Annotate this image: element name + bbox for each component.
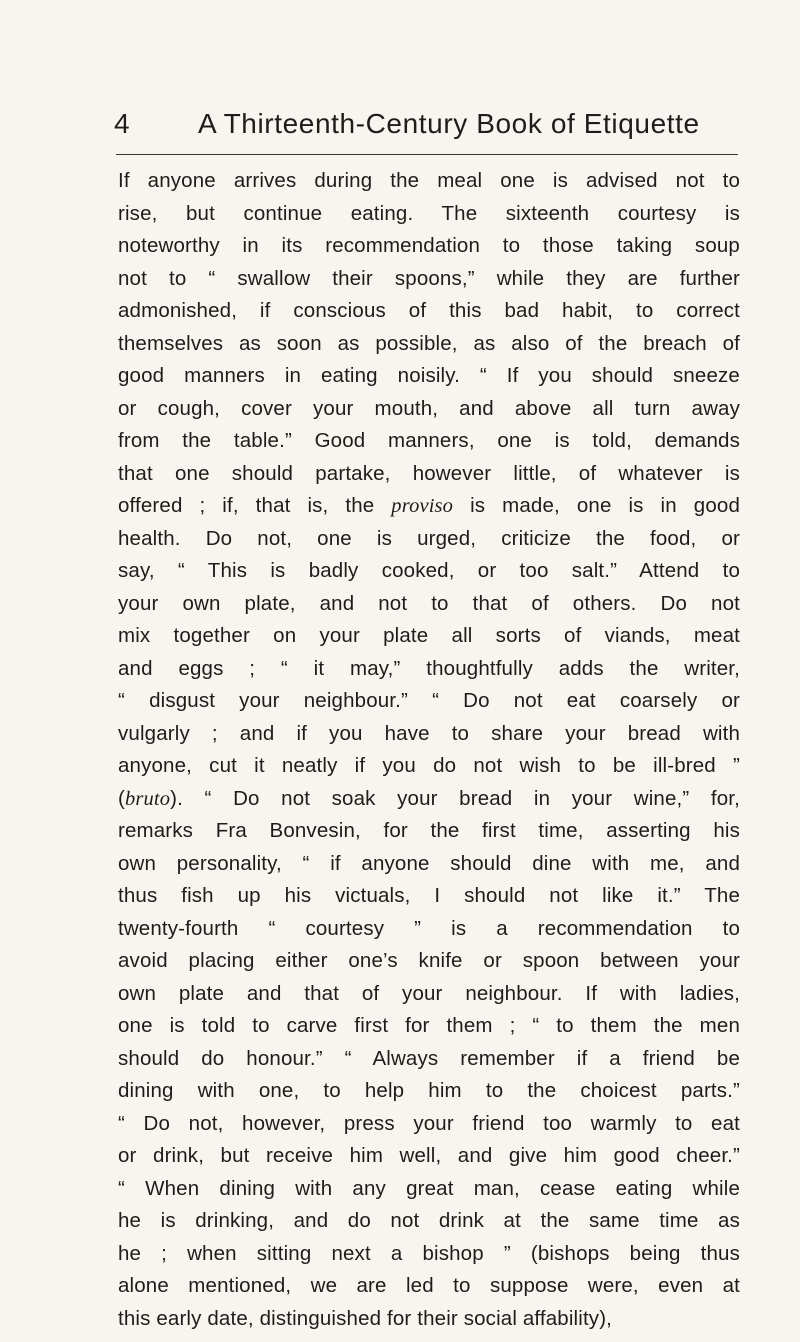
text-fragment: remarks Fra Bonvesin, for the first time, asserting his xyxy=(118,819,740,842)
header-rule xyxy=(116,154,738,155)
text-fragment: or cough, cover your mouth, and above all turn away xyxy=(118,396,740,420)
text-fragment: “ disgust your neighbour.” “ Do not eat coarsely or xyxy=(118,689,740,712)
text-fragment: If anyone arrives during the meal one is advised not to xyxy=(118,169,740,192)
text-fragment: anyone, cut it neatly if you do not wish to be ill-bred ” xyxy=(118,754,740,777)
text-line xyxy=(118,230,740,263)
text-fragment: good manners in eating noisily. “ If you should sneeze xyxy=(118,364,740,387)
running-title: A Thirteenth-Century Book of Etiquette xyxy=(198,108,700,139)
text-line xyxy=(118,1238,740,1271)
text-fragment: rise, but continue eating. The sixteenth courtesy is xyxy=(118,201,740,225)
text-fragment: dining with one, to help him to the choicest parts.” xyxy=(118,1079,740,1102)
text-line xyxy=(118,1270,740,1303)
text-fragment: offered ; if, that is, the xyxy=(118,494,392,517)
body-text xyxy=(118,165,740,1335)
text-fragment: not to “ swallow their spoons,” while they are further xyxy=(118,266,740,290)
text-line xyxy=(118,978,740,1011)
text-line xyxy=(118,490,740,523)
text-fragment: themselves as soon as possible, as also of the breach of xyxy=(118,331,740,355)
text-line xyxy=(118,913,740,946)
text-fragment: this early date, distinguished for their social affability), xyxy=(118,1306,613,1330)
text-fragment: he ; when sitting next a bishop ” (bishops being thus xyxy=(118,1241,740,1265)
text-line xyxy=(118,685,740,718)
text-line xyxy=(118,295,740,328)
text-line xyxy=(118,945,740,978)
text-line xyxy=(118,165,740,198)
text-fragment: from the table.” Good manners, one is told, demands xyxy=(118,429,740,452)
text-fragment: that one should partake, however little, of whatever is xyxy=(118,461,740,485)
text-fragment: he is drinking, and do not drink at the same time as xyxy=(118,1209,740,1232)
text-line xyxy=(118,653,740,686)
text-fragment: vulgarly ; and if you have to share your bread with xyxy=(118,721,740,745)
text-line xyxy=(118,458,740,491)
text-fragment: “ When dining with any great man, cease eating while xyxy=(118,1176,740,1200)
text-line xyxy=(118,1140,740,1173)
text-line xyxy=(118,718,740,751)
text-fragment: own plate and that of your neighbour. If with ladies, xyxy=(118,981,740,1005)
text-fragment: is made, one is in good xyxy=(453,494,740,517)
text-line xyxy=(118,880,740,913)
text-fragment: say, “ This is badly cooked, or too salt.” Attend to xyxy=(118,559,740,582)
text-fragment: one is told to carve first for them ; “ to them the men xyxy=(118,1014,740,1037)
text-fragment: thus fish up his victuals, I should not like it.” The xyxy=(118,884,740,907)
text-line xyxy=(118,1108,740,1141)
text-line xyxy=(118,360,740,393)
text-line xyxy=(118,263,740,296)
text-line xyxy=(118,523,740,556)
text-fragment: admonished, if conscious of this bad habit, to correct xyxy=(118,299,740,322)
text-line xyxy=(118,783,740,816)
text-fragment: should do honour.” “ Always remember if a friend be xyxy=(118,1046,740,1070)
text-fragment: ). “ Do not soak your bread in your wine,” for, xyxy=(170,786,740,810)
text-line xyxy=(118,1010,740,1043)
text-fragment: and eggs ; “ it may,” thoughtfully adds the writer, xyxy=(118,656,740,680)
italic-term: proviso xyxy=(391,495,454,517)
text-line xyxy=(118,1303,740,1336)
text-fragment: ( xyxy=(118,786,125,810)
text-fragment: or drink, but receive him well, and give him good cheer.” xyxy=(118,1144,740,1167)
text-line xyxy=(118,848,740,881)
text-line xyxy=(118,750,740,783)
text-fragment: own personality, “ if anyone should dine with me, and xyxy=(118,851,740,875)
page-number: 4 xyxy=(114,108,131,139)
text-line xyxy=(118,1043,740,1076)
text-line xyxy=(118,328,740,361)
text-line xyxy=(118,555,740,588)
running-head xyxy=(114,104,739,150)
text-fragment: your own plate, and not to that of others. Do not xyxy=(118,591,740,615)
text-line xyxy=(118,1173,740,1206)
text-fragment: avoid placing either one’s knife or spoon between your xyxy=(118,949,740,972)
text-line xyxy=(118,425,740,458)
text-line xyxy=(118,1205,740,1238)
text-fragment: mix together on your plate all sorts of viands, meat xyxy=(118,624,740,647)
text-fragment: “ Do not, however, press your friend too warmly to eat xyxy=(118,1111,740,1135)
text-line xyxy=(118,393,740,426)
text-fragment: alone mentioned, we are led to suppose were, even at xyxy=(118,1274,740,1297)
text-line xyxy=(118,620,740,653)
text-fragment: twenty-fourth “ courtesy ” is a recommendation to xyxy=(118,916,740,940)
text-fragment: health. Do not, one is urged, criticize the food, or xyxy=(118,526,740,550)
text-line xyxy=(118,588,740,621)
text-fragment: noteworthy in its recommendation to those taking soup xyxy=(118,234,740,257)
italic-term: bruto xyxy=(124,787,171,810)
text-line xyxy=(118,815,740,848)
text-line xyxy=(118,1075,740,1108)
text-line xyxy=(118,198,740,231)
